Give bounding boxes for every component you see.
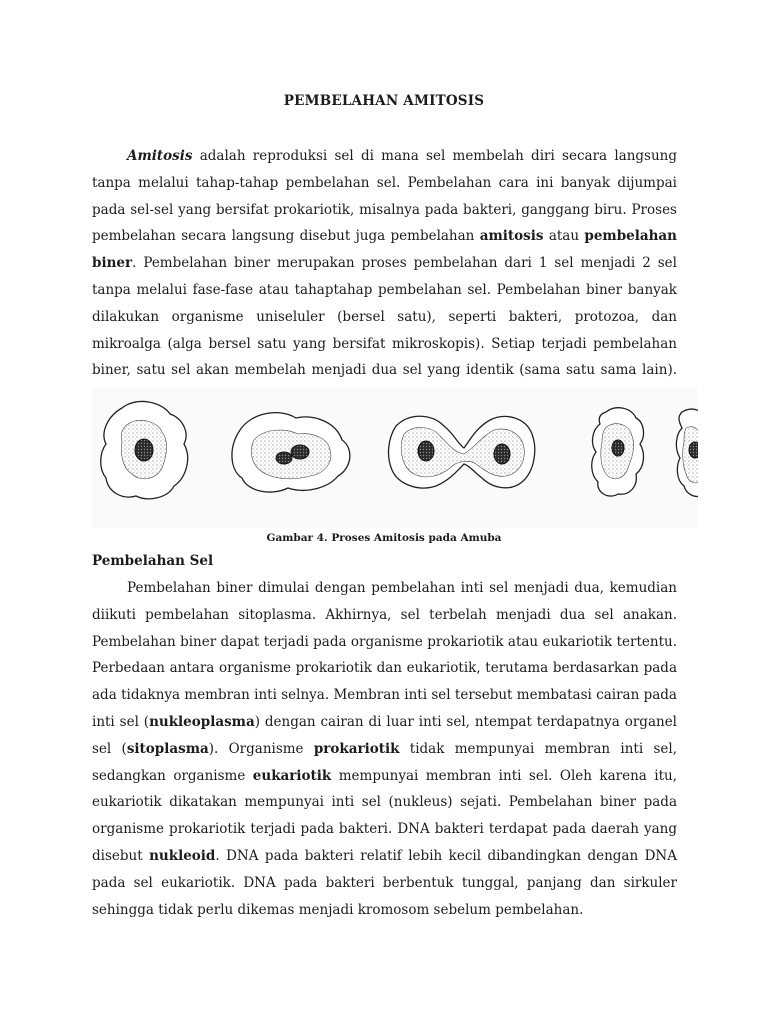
figure-caption: Gambar 4. Proses Amitosis pada Amuba <box>266 532 502 544</box>
term-nukleoid: nukleoid <box>149 847 216 864</box>
paragraph-text: tidak mempunyai membran inti sel, sedangkan organisme <box>92 740 677 784</box>
paragraph-amitosis <box>92 143 677 411</box>
amoeba-cell-2 <box>232 413 350 492</box>
paragraph-text: Pembelahan biner dimulai dengan pembelahan inti sel menjadi dua, kemudian diikuti pembelahan sitoplasma. Akhirnya, sel terbelah menjadi dua sel anakan. Pembelahan biner dapat terjadi pada organisme prokariotik atau eukariotik tertentu. Perbedaan antara organisme prokariotik dan eukariotik, terutama berdasarkan pada ada tidaknya membran inti selnya. Membran inti sel tersebut membatasi cairan pada inti sel ( <box>92 580 677 730</box>
paragraph-text: adalah reproduksi sel di mana sel membelah diri secara langsung tanpa melalui tahap-tahap pembelahan sel. Pembelahan cara ini banyak dijumpai pada sel-sel yang bersifat prokariotik, misalnya pada bakteri, ganggang biru. Proses pembelahan secara langsung disebut juga pembelahan <box>92 148 677 245</box>
term-amitosis: amitosis <box>479 228 544 245</box>
paragraph-text: . DNA pada bakteri relatif lebih kecil dibandingkan dengan DNA pada sel eukariotik. DNA pada bakteri berbentuk tunggal, panjang dan sirkuler sehingga tidak perlu dikemas menjadi kromosom sebelum pembelahan. <box>92 847 677 918</box>
term-pembelahan-biner: pembelahan biner <box>92 228 677 272</box>
paragraph-text: ) dengan cairan di luar inti sel, ntempat terdapatnya organel sel ( <box>92 713 677 757</box>
term-prokariotik: prokariotik <box>313 740 400 757</box>
term-amitosis-italic: Amitosis <box>127 148 193 164</box>
amoeba-amitosis-illustration <box>92 388 698 528</box>
amoeba-cell-5-daughter <box>676 409 698 496</box>
paragraph-text: mempunyai membran inti sel. Oleh karena itu, eukariotik dikatakan mempunyai inti sel (nukleus) sejati. Pembelahan biner pada organisme prokariotik terjadi pada bakteri. DNA bakteri terdapat pada daerah yang disebut <box>92 767 678 864</box>
term-eukariotik: eukariotik <box>252 767 332 784</box>
term-sitoplasma: sitoplasma <box>126 740 209 757</box>
paragraph-text: . Pembelahan biner merupakan proses pembelahan dari 1 sel menjadi 2 sel tanpa melalui fase-fase atau tahaptahap pembelahan sel. Pembelahan biner banyak dilakukan organisme uniseluler (bersel satu), seperti bakteri, protozoa, dan mikroalga (alga bersel satu yang bersifat mikroskopis). Setiap terjadi pembelahan biner, satu sel akan membelah menjadi dua sel yang identik (sama satu sama lain). <box>92 255 677 379</box>
amoeba-cell-3-dividing <box>389 416 535 488</box>
amoeba-cell-4-daughter <box>592 408 644 496</box>
term-nukleoplasma: nukleoplasma <box>149 713 255 730</box>
section-heading: Pembelahan Sel <box>92 553 214 569</box>
paragraph-text: atau <box>543 228 585 245</box>
document-title: PEMBELAHAN AMITOSIS <box>283 93 485 109</box>
amoeba-cell-1 <box>101 401 188 498</box>
paragraph-pembelahan-sel <box>92 575 677 923</box>
paragraph-text: ). Organisme <box>208 740 314 757</box>
